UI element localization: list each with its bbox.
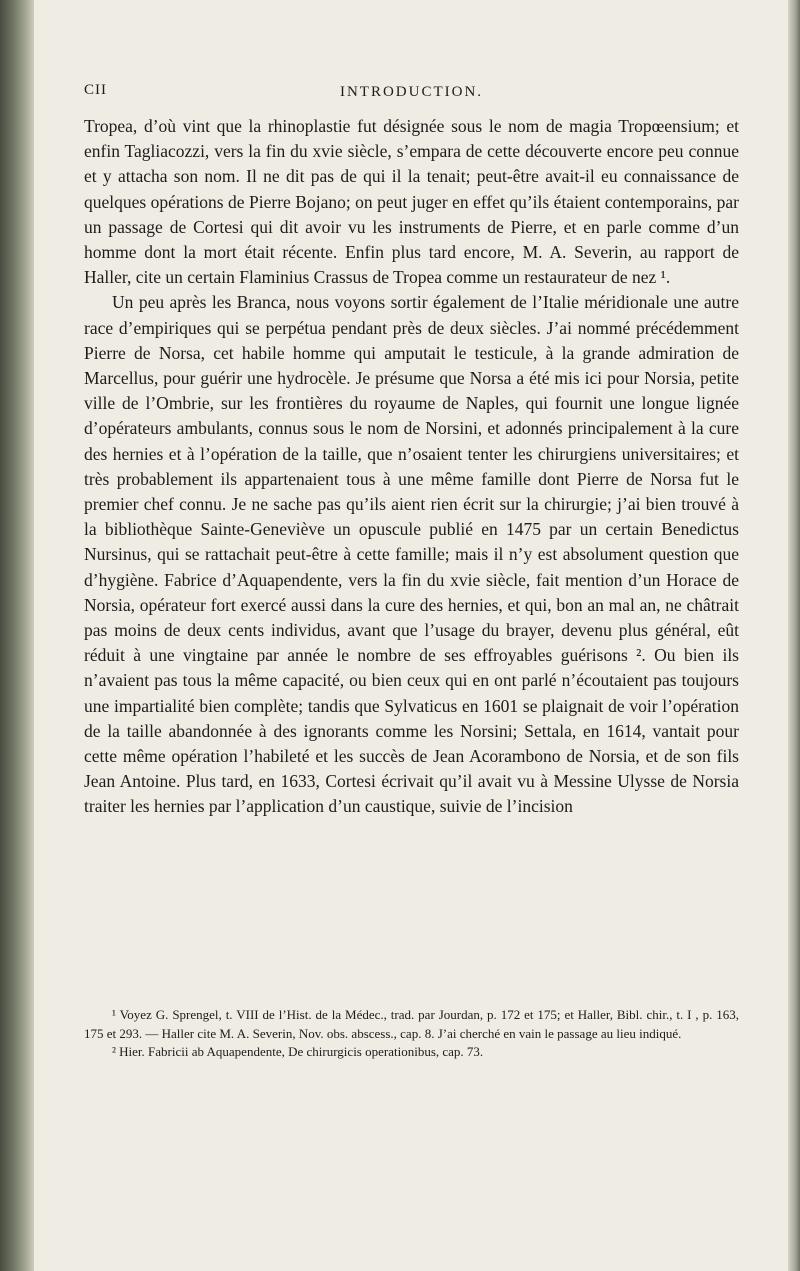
section-title: INTRODUCTION. bbox=[339, 84, 484, 100]
page-right-edge bbox=[788, 0, 800, 1271]
paragraph-1: Tropea, d’où vint que la rhinoplastie fut désignée sous le nom de magia Tropœensium; et enfin Tagliacozzi, vers la fin du xvie siècle, s’empara de cette découverte encore peu connue et y attacha son nom. Il ne dit pas de qui il la tenait; peut-être avait-il eu connaissance de quelques opérations de Pierre Bojano; on peut juger en effet qu’ils étaient contemporains, par un passage de Cortesi qui dit avoir vu les instruments de Pierre, et en parle comme d’un homme dont la mort était récente. Enfin plus tard encore, M. A. Severin, au rapport de Haller, cite un certain Flaminius Crassus de Tropea comme un restaurateur de nez ¹. bbox=[84, 116, 739, 288]
book-binding-edge bbox=[0, 0, 34, 1271]
page-number: CII bbox=[84, 82, 107, 98]
footnotes bbox=[84, 1006, 739, 1062]
paragraph-2: Un peu après les Branca, nous voyons sortir également de l’Italie méridionale une autre race d’empiriques qui se perpétua pendant près de deux siècles. J’ai nommé précédemment Pierre de Norsa, cet habile homme qui amputait le testicule, à la grande admiration de Marcellus, pour guérir une hydrocèle. Je présume que Norsa a été mis ici pour Norsia, petite ville de l’Ombrie, sur les frontières du royaume de Naples, qui fournit une longue lignée d’opérateurs ambulants, connus sous le nom de Norsini, et adonnés principalement à la cure des hernies et à l’opération de la taille, que n’osaient tenter les chirurgiens universitaires; et très probablement ils appartenaient tous à une même famille dont Pierre de Norsa fut le premier chef connu. Je ne sache pas qu’ils aient rien écrit sur la chirurgie; j’ai bien trouvé à la bibliothèque Sainte-Geneviève un opuscule publié en 1475 par un certain Benedictus Nursinus, qui se rattachait peut-être à cette famille; mais il n’y est absolument question que d’hygiène. Fabrice d’Aquapendente, vers la fin du xvie siècle, fait mention d’un Horace de Norsia, opérateur fort exercé aussi dans la cure des hernies, et qui, bon an mal an, ne châtrait pas moins de deux cents individus, avant que l’usage du brayer, devenu plus général, eût réduit à une vingtaine par année le nombre de ses effroyables guérisons ². Ou bien ils n’avaient pas tous la même capacité, ou bien ceux qui en ont parlé n’écoutaient pas toujours une impartialité bien complète; tandis que Sylvaticus en 1601 se plaignait de voir l’opération de la taille abandonnée à des ignorants comme les Norsini; Settala, en 1614, vantait pour cette même opération l’habileté et les succès de Jean Acorambono de Norsia, et de son fils Jean Antoine. Plus tard, en 1633, Cortesi écrivait qu’il avait vu à Messine Ulysse de Norsia traiter les hernies par l’application d’un caustique, suivie de l’incision bbox=[84, 292, 739, 817]
footnote-2: ² Hier. Fabricii ab Aquapendente, De chirurgicis operationibus, cap. 73. bbox=[112, 1044, 484, 1059]
running-head bbox=[84, 82, 739, 108]
book-page bbox=[34, 0, 788, 1271]
footnote-1: ¹ Voyez G. Sprengel, t. VIII de l’Hist. de la Médec., trad. par Jourdan, p. 172 et 175; et Haller, Bibl. chir., t. I , p. 163, 175 et 293. — Haller cite M. A. Severin, Nov. obs. abscess., cap. 8. J’ai cherché en vain le passage au lieu indiqué. bbox=[84, 1007, 739, 1041]
body-text bbox=[84, 114, 739, 820]
